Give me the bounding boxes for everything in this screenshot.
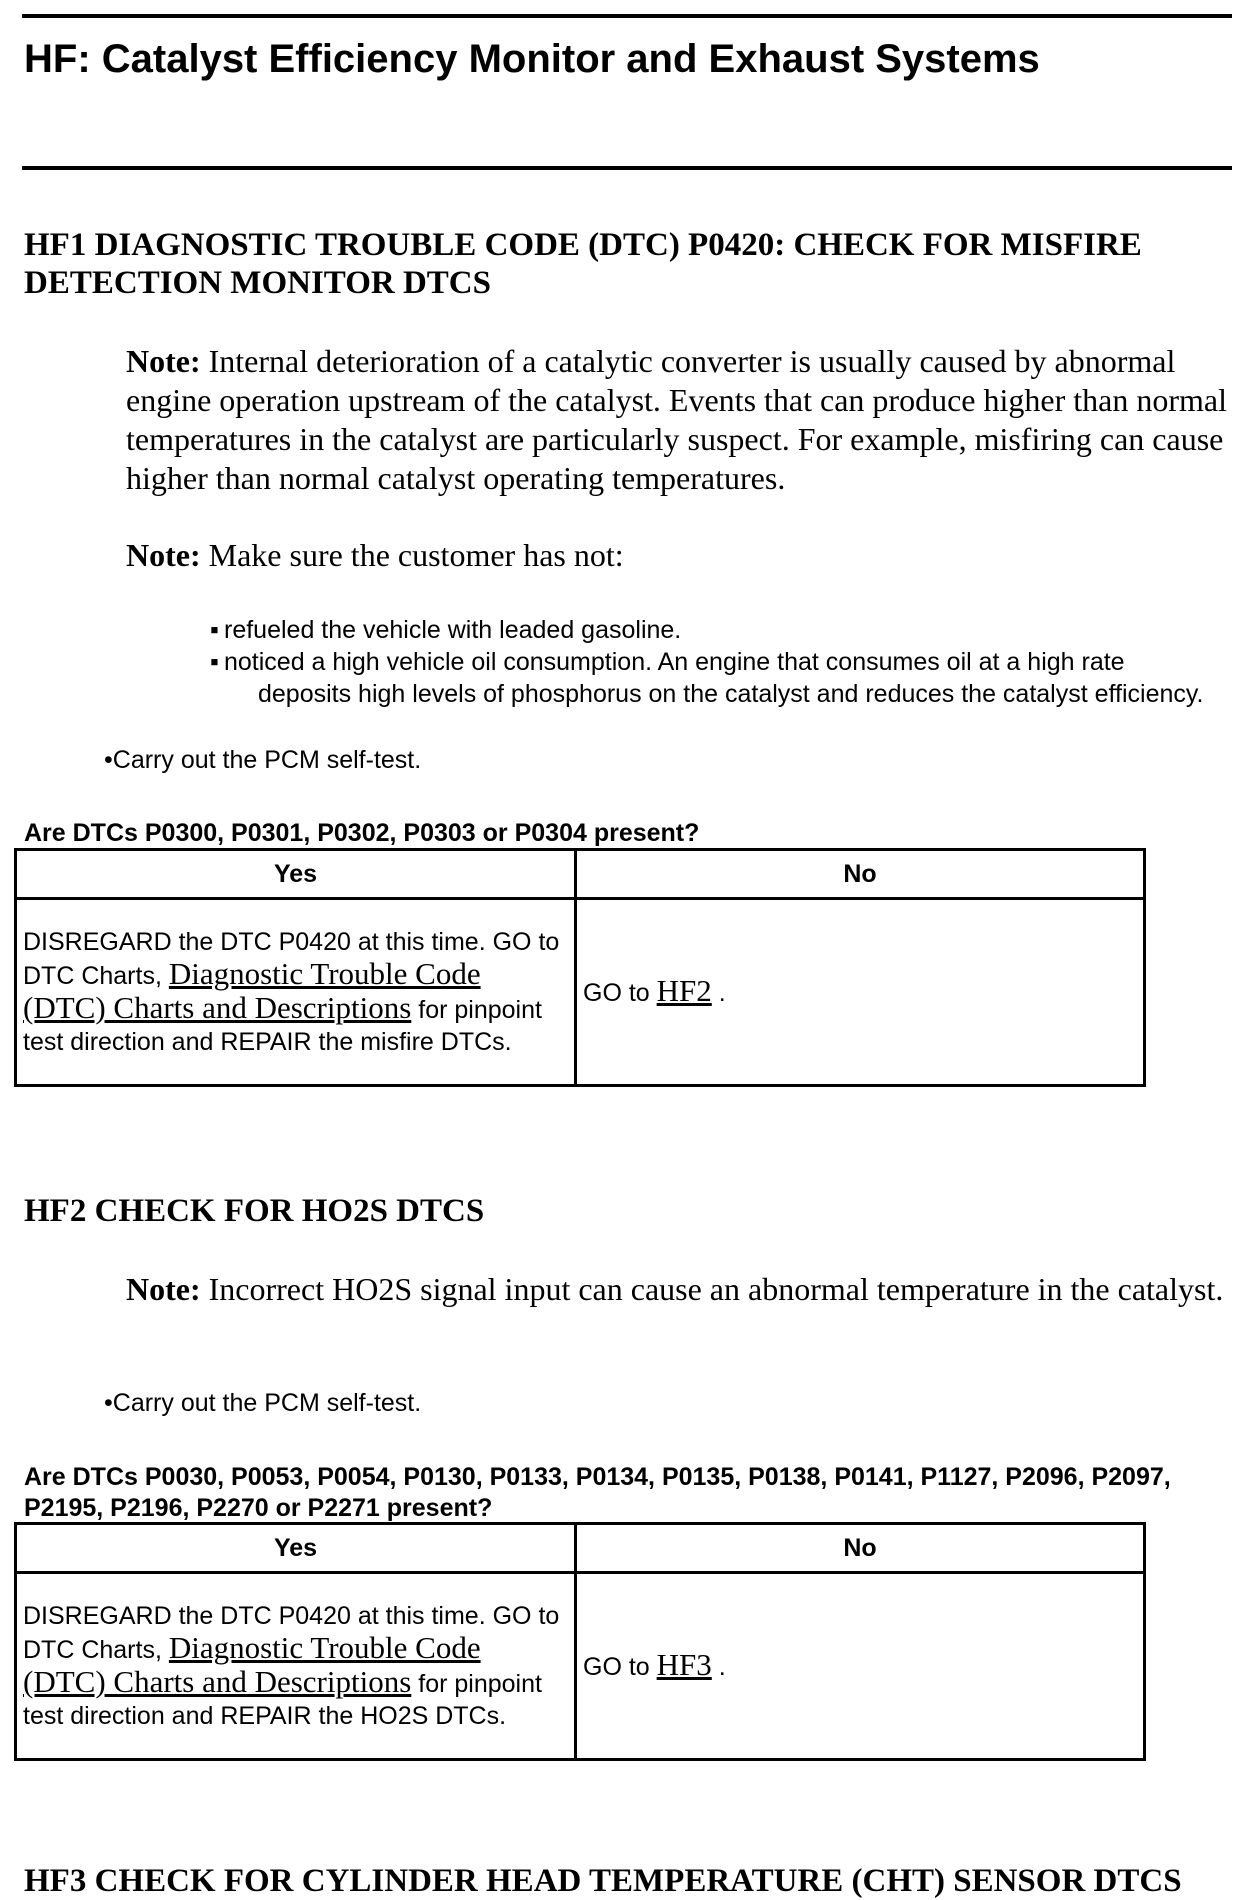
note-text: Incorrect HO2S signal input can cause an abnormal temperature in the catalyst. [208,1271,1224,1307]
page-title: HF: Catalyst Efficiency Monitor and Exhaust Systems [24,37,1040,81]
decision-table-hf1 [14,848,1146,1087]
yes-cell: DISREGARD the DTC P0420 at this time. GO to DTC Charts, Diagnostic Trouble Code (DTC) Charts and Descriptions for pinpoint test direction and REPAIR the misfire DTCs. [16,899,576,1086]
note-hf1-customer [126,536,1236,575]
step-heading-hf1: HF1 DIAGNOSTIC TROUBLE CODE (DTC) P0420: CHECK FOR MISFIRE DETECTION MONITOR DTCS [24,227,1142,301]
sub-bullet-leaded-gasoline: ▪ refueled the vehicle with leaded gasoline. [210,616,682,644]
question-hf1: Are DTCs P0300, P0301, P0302, P0303 or P0304 present? [24,819,700,847]
dot-bullet-icon: • [104,1389,113,1417]
hf3-link[interactable]: HF3 [656,1647,712,1682]
table-header-row [16,850,1145,899]
note-hf2-ho2s [126,1270,1236,1309]
square-bullet-icon: ▪ [210,648,219,676]
step-bullet-hf2-self-test: •Carry out the PCM self-test. [104,1389,422,1417]
note-text: Internal deterioration of a catalytic converter is usually caused by abnormal engine operation upstream of the catalyst. Events that can produce higher than normal temperatures in the catalyst are particularly suspect. For example, misfiring can cause higher than normal catalyst operating temperatures. [126,343,1227,496]
step-bullet-hf1-self-test: •Carry out the PCM self-test. [104,746,422,774]
no-header: No [576,1524,1145,1573]
hf2-link[interactable]: HF2 [656,973,712,1008]
top-rule [22,14,1232,18]
yes-header: Yes [16,850,576,899]
dot-bullet-icon: • [104,746,113,774]
step-heading-hf3: HF3 CHECK FOR CYLINDER HEAD TEMPERATURE (CHT) SENSOR DTCS [24,1863,1182,1899]
note-label: Note: [126,343,201,379]
no-header: No [576,850,1145,899]
yes-header: Yes [16,1524,576,1573]
yes-cell: DISREGARD the DTC P0420 at this time. GO to DTC Charts, Diagnostic Trouble Code (DTC) Charts and Descriptions for pinpoint test direction and REPAIR the HO2S DTCs. [16,1573,576,1760]
table-header-row [16,1524,1145,1573]
dtc-charts-link[interactable]: Diagnostic Trouble Code (DTC) Charts and Descriptions [23,1630,481,1699]
note-text: Make sure the customer has not: [208,537,624,573]
question-hf2: Are DTCs P0030, P0053, P0054, P0130, P0133, P0134, P0135, P0138, P0141, P1127, P2096, P2097, P2195, P2196, P2270 or P2271 present? [24,1463,1171,1522]
note-label: Note: [126,537,201,573]
note-hf1-deterioration [126,342,1236,498]
sub-bullet-oil-consumption: ▪ noticed a high vehicle oil consumption. An engine that consumes oil at a high rate deposits high levels of phosphorus on the catalyst and reduces the catalyst efficiency. [210,648,1204,708]
table-row [16,1573,1145,1760]
step-heading-hf2: HF2 CHECK FOR HO2S DTCS [24,1193,485,1229]
title-rule [22,166,1232,170]
dtc-charts-link[interactable]: Diagnostic Trouble Code (DTC) Charts and Descriptions [23,956,481,1025]
decision-table-hf2 [14,1522,1146,1761]
no-cell: GO to HF3 . [576,1573,1145,1760]
table-row [16,899,1145,1086]
no-cell: GO to HF2 . [576,899,1145,1086]
square-bullet-icon: ▪ [210,616,219,644]
note-label: Note: [126,1271,201,1307]
